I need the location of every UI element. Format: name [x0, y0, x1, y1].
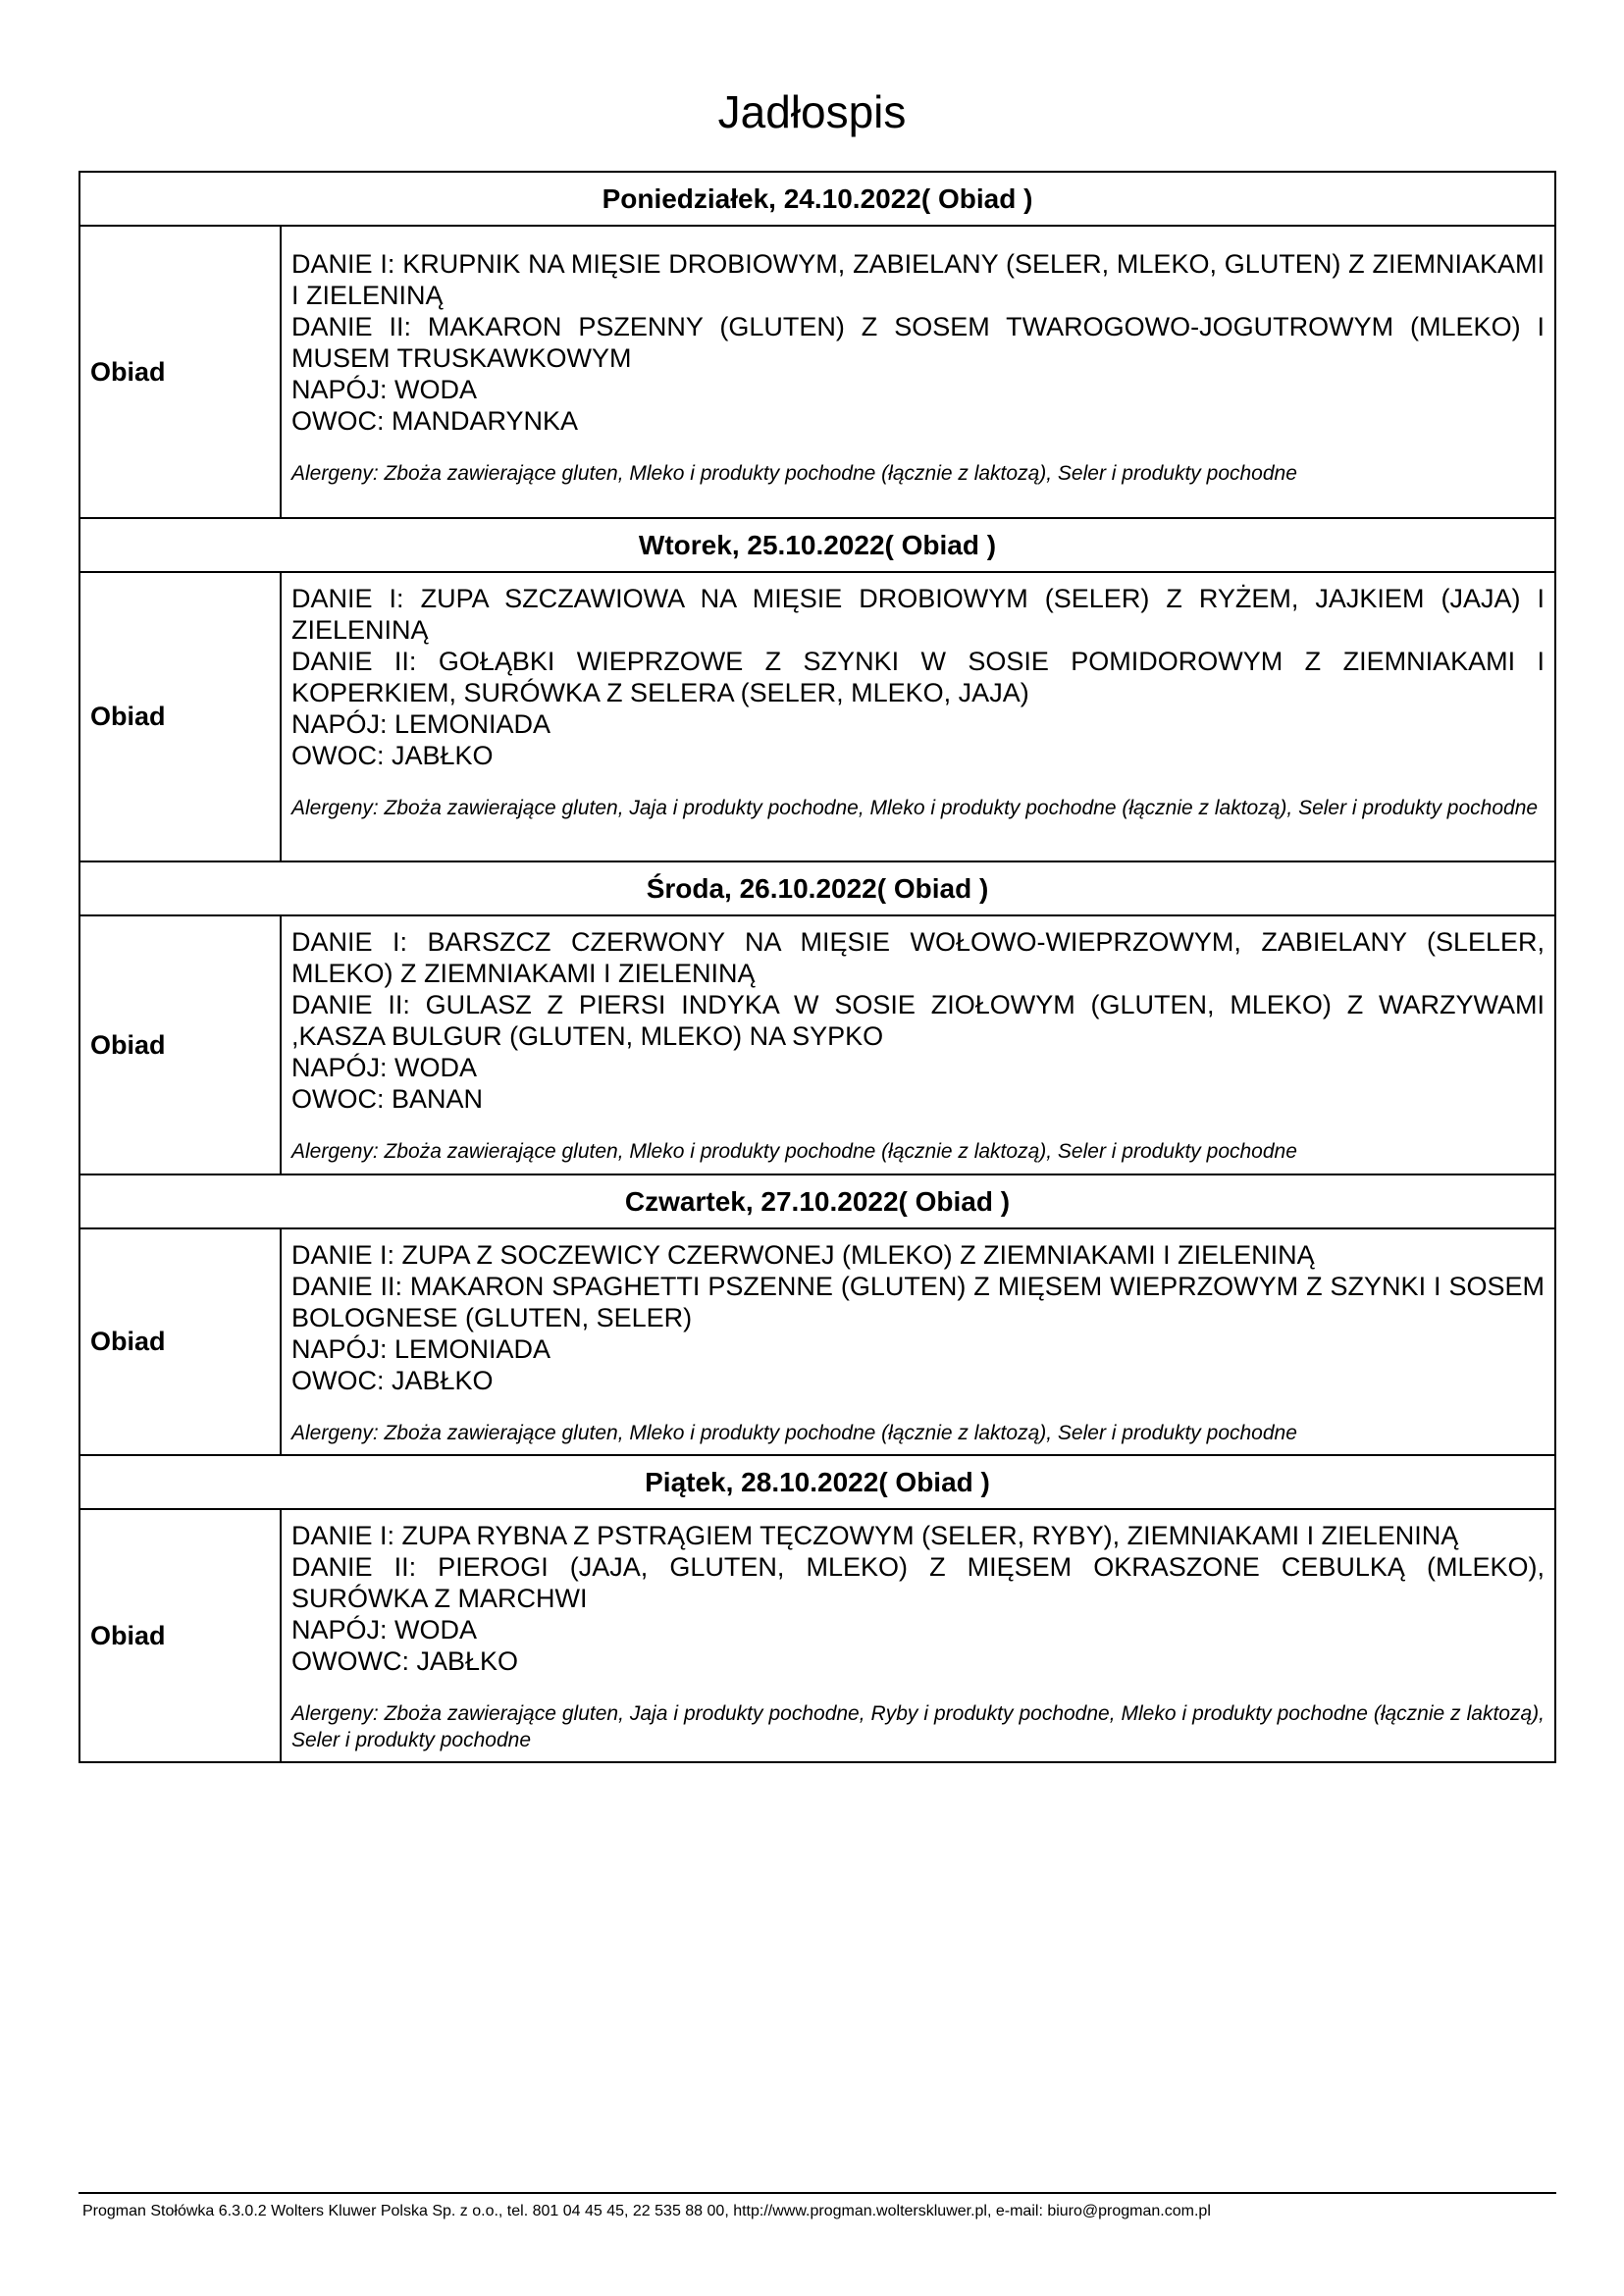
- meal-label: Obiad: [79, 1509, 281, 1762]
- dish-line: DANIE II: GULASZ Z PIERSI INDYKA W SOSIE ZIOŁOWYM (GLUTEN, MLEKO) Z WARZYWAMI ,KASZA BULGUR (GLUTEN, MLEKO) NA SYPKO: [291, 990, 1545, 1051]
- dish-line: NAPÓJ: LEMONIADA: [291, 709, 551, 739]
- meal-details: [281, 1228, 1555, 1455]
- day-header-row: [79, 861, 1555, 915]
- dish-line: OWOWC: JABŁKO: [291, 1646, 519, 1676]
- dish-line: OWOC: JABŁKO: [291, 741, 494, 770]
- dish-line: OWOC: MANDARYNKA: [291, 406, 579, 436]
- dish-line: DANIE II: MAKARON SPAGHETTI PSZENNE (GLUTEN) Z MIĘSEM WIEPRZOWYM Z SZYNKI I SOSEM BOLOGNESE (GLUTEN, SELER): [291, 1272, 1545, 1332]
- dish-line: NAPÓJ: WODA: [291, 1615, 478, 1644]
- meal-details: [281, 915, 1555, 1174]
- dish-line: NAPÓJ: WODA: [291, 1053, 478, 1082]
- footer-text: Progman Stołówka 6.3.0.2 Wolters Kluwer Polska Sp. z o.o., tel. 801 04 45 45, 22 535 88 00, http://www.progman.wolterskluwer.pl, e-mail: biuro@progman.com.pl: [82, 2203, 1211, 2219]
- dish-list: [291, 1520, 1545, 1677]
- meal-details: [281, 572, 1555, 861]
- meal-label: Obiad: [79, 915, 281, 1174]
- allergens-note: Alergeny: Zboża zawierające gluten, Mleko i produkty pochodne (łącznie z laktozą), Seler i produkty pochodne: [291, 1422, 1297, 1444]
- meal-label: Obiad: [79, 226, 281, 518]
- dish-line: OWOC: BANAN: [291, 1084, 484, 1114]
- dish-line: DANIE II: GOŁĄBKI WIEPRZOWE Z SZYNKI W SOSIE POMIDOROWYM Z ZIEMNIAKAMI I KOPERKIEM, SURÓWKA Z SELERA (SELER, MLEKO, JAJA): [291, 647, 1545, 707]
- footer-divider: [79, 2192, 1556, 2194]
- meal-row: [79, 226, 1555, 518]
- meal-label: Obiad: [79, 572, 281, 861]
- allergens-note: Alergeny: Zboża zawierające gluten, Jaja i produkty pochodne, Mleko i produkty pochodne (łącznie z laktozą), Seler i produkty pochodne: [291, 797, 1539, 819]
- allergens-note: Alergeny: Zboża zawierające gluten, Mleko i produkty pochodne (łącznie z laktozą), Seler i produkty pochodne: [291, 1140, 1297, 1163]
- dish-line: DANIE II: MAKARON PSZENNY (GLUTEN) Z SOSEM TWAROGOWO-JOGUTROWYM (MLEKO) I MUSEM TRUSKAWKOWYM: [291, 312, 1545, 373]
- dish-list: [291, 926, 1545, 1115]
- day-header: Piątek, 28.10.2022( Obiad ): [79, 1455, 1555, 1509]
- dish-line: DANIE I: KRUPNIK NA MIĘSIE DROBIOWYM, ZABIELANY (SELER, MLEKO, GLUTEN) Z ZIEMNIAKAMI I ZIELENINĄ: [291, 249, 1545, 310]
- dish-line: DANIE I: BARSZCZ CZERWONY NA MIĘSIE WOŁOWO-WIEPRZOWYM, ZABIELANY (SLELER, MLEKO) Z ZIEMNIAKAMI I ZIELENINĄ: [291, 927, 1545, 988]
- allergens-note: Alergeny: Zboża zawierające gluten, Mleko i produkty pochodne (łącznie z laktozą), Seler i produkty pochodne: [291, 462, 1297, 485]
- day-header-row: [79, 1455, 1555, 1509]
- day-header: Wtorek, 25.10.2022( Obiad ): [79, 518, 1555, 572]
- meal-details: [281, 226, 1555, 518]
- dish-list: [291, 248, 1545, 437]
- meal-row: [79, 1228, 1555, 1455]
- menu-table: [79, 171, 1556, 1763]
- dish-line: NAPÓJ: WODA: [291, 375, 478, 404]
- dish-line: DANIE I: ZUPA RYBNA Z PSTRĄGIEM TĘCZOWYM (SELER, RYBY), ZIEMNIAKAMI I ZIELENINĄ: [291, 1521, 1459, 1550]
- meal-label: Obiad: [79, 1228, 281, 1455]
- dish-list: [291, 583, 1545, 771]
- dish-line: NAPÓJ: LEMONIADA: [291, 1334, 551, 1364]
- dish-line: DANIE I: ZUPA Z SOCZEWICY CZERWONEJ (MLEKO) Z ZIEMNIAKAMI I ZIELENINĄ: [291, 1240, 1315, 1270]
- allergens-note: Alergeny: Zboża zawierające gluten, Jaja i produkty pochodne, Ryby i produkty pochodne, Mleko i produkty pochodne (łącznie z laktozą), Seler i produkty pochodne: [291, 1702, 1545, 1751]
- page-title: Jadłospis: [717, 86, 907, 137]
- day-header: Czwartek, 27.10.2022( Obiad ): [79, 1174, 1555, 1228]
- meal-details: [281, 1509, 1555, 1762]
- dish-list: [291, 1239, 1545, 1396]
- day-header: Poniedziałek, 24.10.2022( Obiad ): [79, 172, 1555, 226]
- dish-line: DANIE II: PIEROGI (JAJA, GLUTEN, MLEKO) Z MIĘSEM OKRASZONE CEBULKĄ (MLEKO), SURÓWKA Z MARCHWI: [291, 1552, 1545, 1613]
- meal-row: [79, 915, 1555, 1174]
- day-header-row: [79, 518, 1555, 572]
- day-header-row: [79, 172, 1555, 226]
- meal-row: [79, 572, 1555, 861]
- dish-line: DANIE I: ZUPA SZCZAWIOWA NA MIĘSIE DROBIOWYM (SELER) Z RYŻEM, JAJKIEM (JAJA) I ZIELENINĄ: [291, 584, 1545, 645]
- day-header: Środa, 26.10.2022( Obiad ): [79, 861, 1555, 915]
- day-header-row: [79, 1174, 1555, 1228]
- dish-line: OWOC: JABŁKO: [291, 1366, 494, 1395]
- meal-row: [79, 1509, 1555, 1762]
